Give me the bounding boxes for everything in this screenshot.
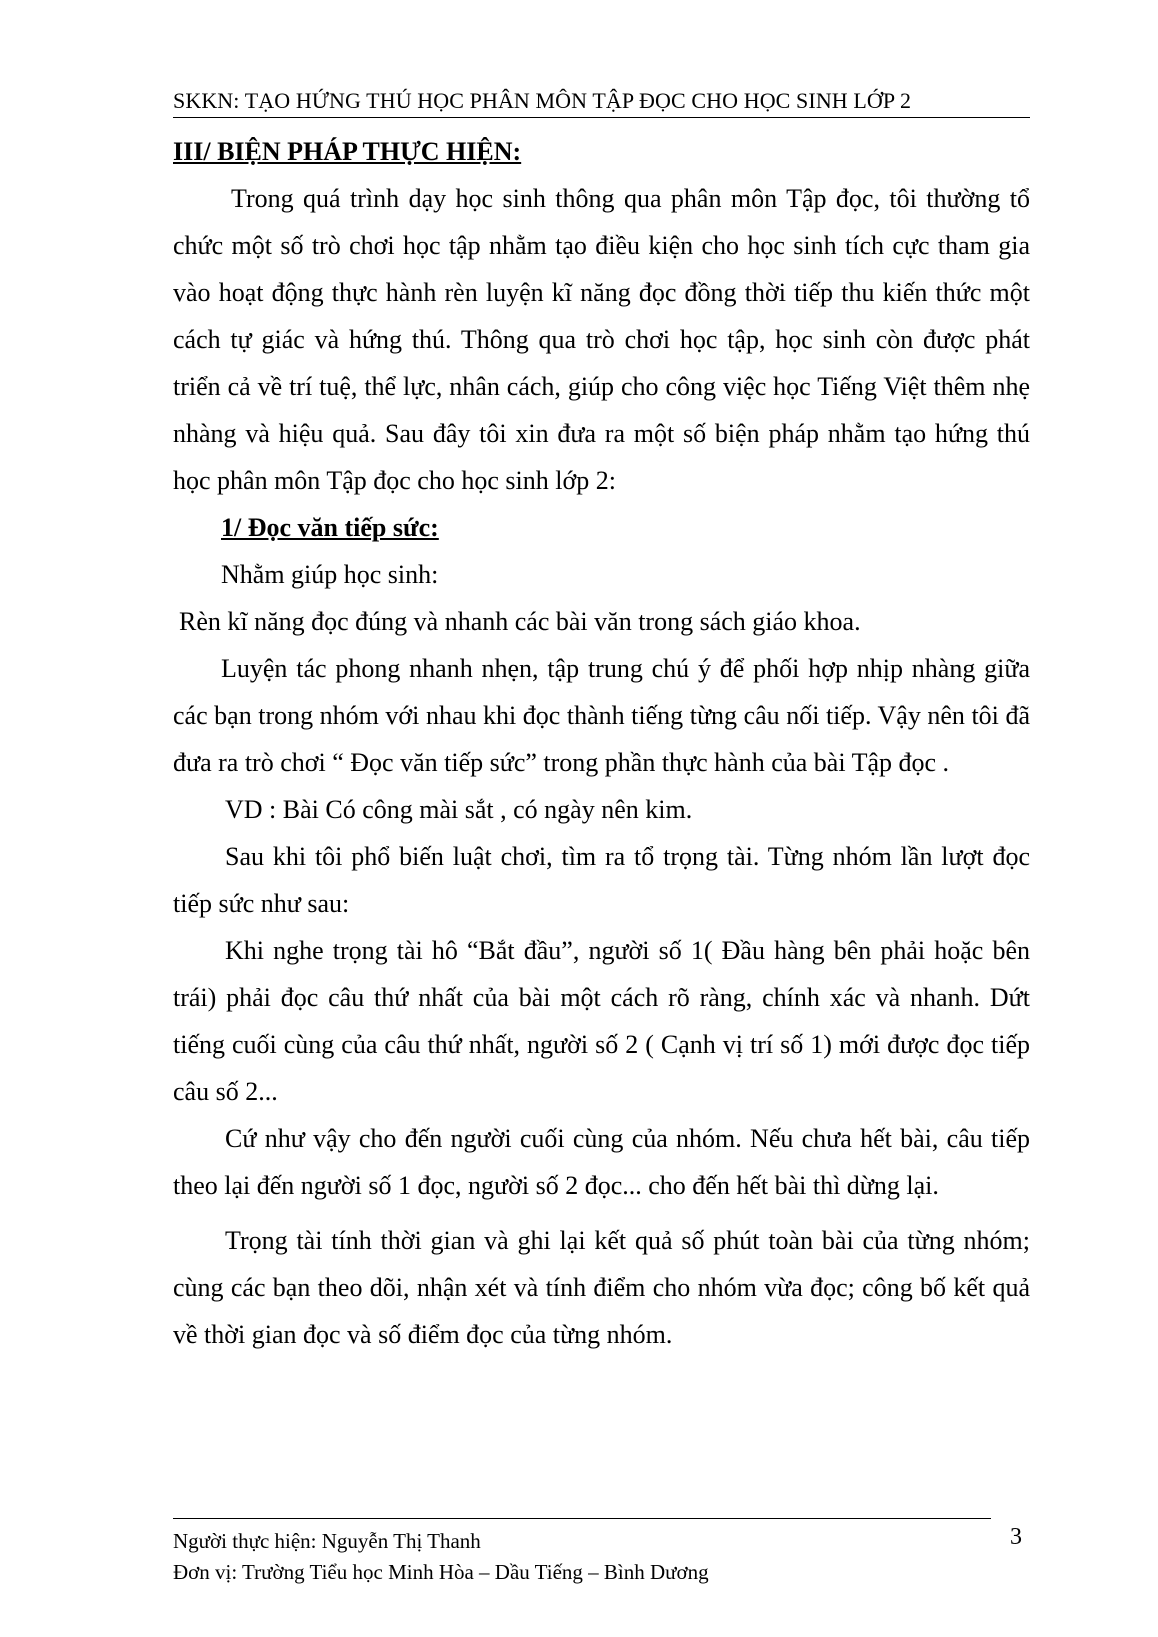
aim-item-1: Rèn kĩ năng đọc đúng và nhanh các bài văn trong sách giáo khoa. [179,607,861,636]
rules-intro: Sau khi tôi phổ biến luật chơi, tìm ra tổ trọng tài. Từng nhóm lần lượt đọc tiếp sức như sau: [173,842,1030,918]
aim-intro: Nhằm giúp học sinh: [221,560,439,589]
footer-author: Người thực hiện: Nguyễn Thị Thanh [173,1529,481,1553]
page-footer [173,1526,709,1588]
rule-paragraph-1: Khi nghe trọng tài hô “Bắt đầu”, người số 1( Đầu hàng bên phải hoặc bên trái) phải đọc câu thứ nhất của bài một cách rõ ràng, chính xác và nhanh. Dứt tiếng cuối cùng của câu thứ nhất, người số 2 ( Cạnh vị trí số 1) mới được đọc tiếp câu số 2... [173,936,1030,1106]
section-title: III/ BIỆN PHÁP THỰC HIỆN: [173,137,522,166]
example-line: VD : Bài Có công mài sắt , có ngày nên kim. [225,795,693,824]
footer-unit: Đơn vị: Trường Tiểu học Minh Hòa – Dầu Tiếng – Bình Dương [173,1560,709,1584]
page-header: SKKN: TẠO HỨNG THÚ HỌC PHÂN MÔN TẬP ĐỌC CHO HỌC SINH LỚP 2 [173,88,1030,118]
footer-divider [173,1518,991,1519]
aim-item-2: Luyện tác phong nhanh nhẹn, tập trung chú ý để phối hợp nhịp nhàng giữa các bạn trong nhóm với nhau khi đọc thành tiếng từng câu nối tiếp. Vậy nên tôi đã đưa ra trò chơi “ Đọc văn tiếp sức” trong phần thực hành của bài Tập đọc . [173,654,1030,777]
subsection-title: 1/ Đọc văn tiếp sức: [221,513,439,542]
intro-paragraph: Trong quá trình dạy học sinh thông qua phân môn Tập đọc, tôi thường tổ chức một số trò chơi học tập nhằm tạo điều kiện cho học sinh tích cực tham gia vào hoạt động thực hành rèn luyện kĩ năng đọc đồng thời tiếp thu kiến thức một cách tự giác và hứng thú. Thông qua trò chơi học tập, học sinh còn được phát triển cả về trí tuệ, thể lực, nhân cách, giúp cho công việc học Tiếng Việt thêm nhẹ nhàng và hiệu quả. Sau đây tôi xin đưa ra một số biện pháp nhằm tạo hứng thú học phân môn Tập đọc cho học sinh lớp 2: [173,184,1030,495]
page-number: 3 [1010,1524,1022,1550]
rule-paragraph-2: Cứ như vậy cho đến người cuối cùng của nhóm. Nếu chưa hết bài, câu tiếp theo lại đến người số 1 đọc, người số 2 đọc... cho đến hết bài thì dừng lại. [173,1124,1030,1200]
document-body [173,128,1030,1358]
rule-paragraph-3: Trọng tài tính thời gian và ghi lại kết quả số phút toàn bài của từng nhóm; cùng các bạn theo dõi, nhận xét và tính điểm cho nhóm vừa đọc; công bố kết quả về thời gian đọc và số điểm đọc của từng nhóm. [173,1226,1030,1349]
